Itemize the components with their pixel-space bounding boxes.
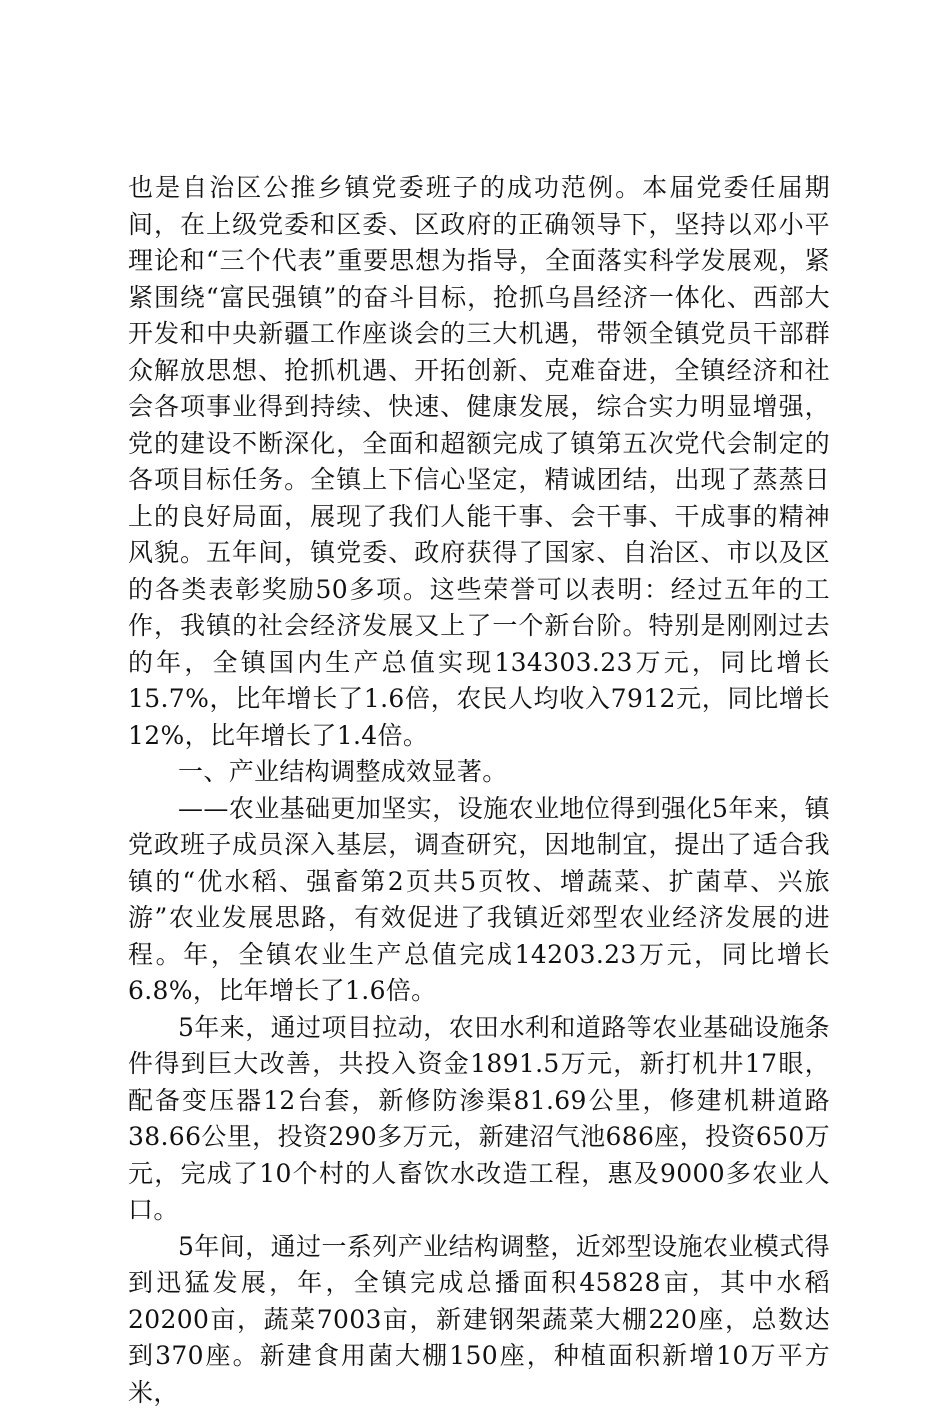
paragraph-agriculture: ——农业基础更加坚实，设施农业地位得到强化5年来，镇党政班子成员深入基层，调查研究，因地制宜，提出了适合我镇的“优水稻、强畜第2页共5页牧、增蔬菜、扩菌草、兴旅游”农业发展思路，有效促进了我镇近郊型农业经济发展的进程。年，全镇农业生产总值完成14203.23万元，同比增长6.8%，比年增长了1.6倍。 — [128, 791, 830, 1010]
paragraph-summary: 也是自治区公推乡镇党委班子的成功范例。本届党委任届期间，在上级党委和区委、区政府的正确领导下，坚持以邓小平理论和“三个代表”重要思想为指导，全面落实科学发展观，紧紧围绕“富民强镇”的奋斗目标，抢抓乌昌经济一体化、西部大开发和中央新疆工作座谈会的三大机遇，带领全镇党员干部群众解放思想、抢抓机遇、开拓创新、克难奋进，全镇经济和社会各项事业得到持续、快速、健康发展，综合实力明显增强，党的建设不断深化，全面和超额完成了镇第五次党代会制定的各项目标任务。全镇上下信心坚定，精诚团结，出现了蒸蒸日上的良好局面，展现了我们人能干事、会干事、干成事的精神风貌。五年间，镇党委、政府获得了国家、自治区、市以及区的各类表彰奖励50多项。这些荣誉可以表明：经过五年的工作，我镇的社会经济发展又上了一个新台阶。特别是刚刚过去的年，全镇国内生产总值实现134303.23万元，同比增长15.7%，比年增长了1.6倍，农民人均收入7912元，同比增长12%，比年增长了1.4倍。 — [128, 170, 830, 754]
document-body — [128, 170, 830, 1411]
paragraph-structure-adjustment: 5年间，通过一系列产业结构调整，近郊型设施农业模式得到迅猛发展，年，全镇完成总播面积45828亩，其中水稻20200亩，蔬菜7003亩，新建钢架蔬菜大棚220座，总数达到370座。新建食用菌大棚150座，种植面积新增10万平方米， — [128, 1229, 830, 1411]
section-heading-industry: 一、产业结构调整成效显著。 — [128, 754, 830, 791]
paragraph-infrastructure: 5年来，通过项目拉动，农田水利和道路等农业基础设施条件得到巨大改善，共投入资金1891.5万元，新打机井17眼，配备变压器12台套，新修防渗渠81.69公里，修建机耕道路38.66公里，投资290多万元，新建沼气池686座，投资650万元，完成了10个村的人畜饮水改造工程，惠及9000多农业人口。 — [128, 1010, 830, 1229]
